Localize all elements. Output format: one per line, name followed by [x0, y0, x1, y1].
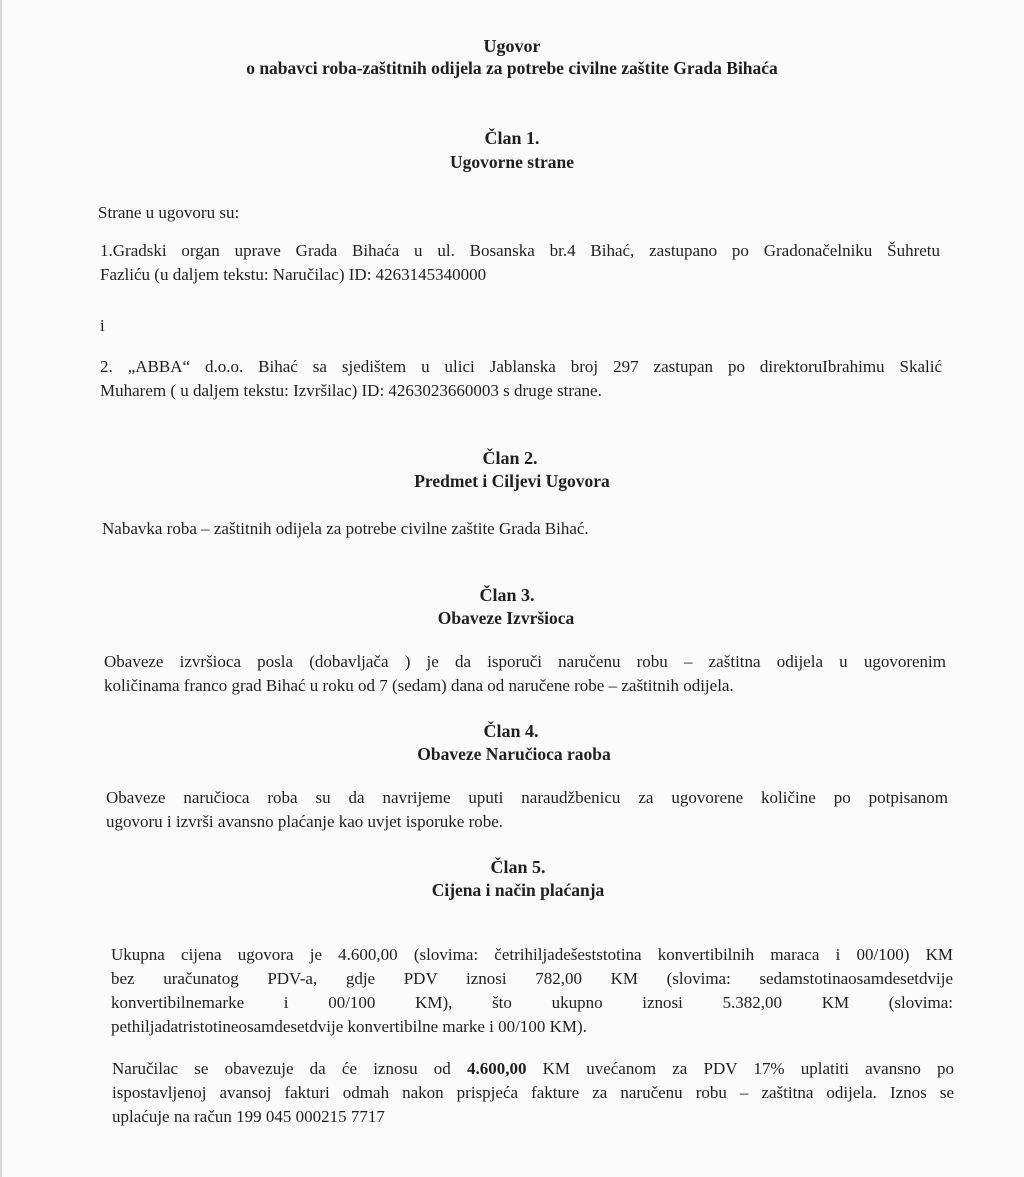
clan2-heading: Predmet i Ciljevi Ugovora [414, 471, 610, 491]
clan3-text [104, 650, 946, 698]
clan3-heading: Obaveze Izvršioca [437, 608, 575, 628]
clan1-intro: Strane u ugovoru su: [98, 203, 240, 222]
clan3-number: Član 3. [479, 585, 535, 605]
clan3-line1: Obaveze izvršioca posla (dobavljača ) je da isporuči naručenu robu – zaštitna odijela u ugovorenim [104, 652, 946, 671]
clan5-number: Član 5. [490, 857, 546, 877]
pay-amount: 4.600,00 [466, 1059, 527, 1078]
party2-line2: Muharem ( u daljem tekstu: Izvršilac) ID: 4263023660003 s druge strane. [100, 381, 602, 400]
clan1-party1 [100, 239, 940, 287]
price-line3: konvertibilnemarke i 00/100 KM), što ukupno iznosi 5.382,00 KM (slovima: [111, 993, 953, 1012]
party1-line2: Fazliću (u daljem tekstu: Naručilac) ID: 4263145340000 [100, 265, 487, 284]
clan5-heading: Cijena i način plaćanja [431, 880, 605, 900]
clan1-party2 [100, 355, 942, 403]
price-line4: pethiljadatristotineosamdesetdvije konvertibilne marke i 00/100 KM). [111, 1017, 587, 1036]
clan4-line2: ugovoru i izvrši avansno plaćanje kao uvjet isporuke robe. [106, 812, 504, 831]
clan4-number: Član 4. [483, 721, 539, 741]
clan5-payment [112, 1057, 954, 1129]
pay-line1 [112, 1057, 954, 1081]
clan3-line2: količinama franco grad Bihać u roku od 7 (sedam) dana od naručene robe – zaštitnih odijela. [104, 676, 734, 695]
clan4-text [106, 786, 948, 834]
pay-line1-pre: Naručilac se obavezuje da će iznosu od [112, 1059, 467, 1078]
clan1-conjunction: i [100, 316, 105, 335]
pay-line2: ispostavljenoj avansoj fakturi odmah nakon prispjeća fakture za naručenu robu – zaštitna odijela. Iznos se [112, 1083, 954, 1102]
document-subtitle: o nabavci roba-zaštitnih odijela za potrebe civilne zaštite Grada Bihaća [246, 58, 778, 78]
party1-line1: 1.Gradski organ uprave Grada Bihaća u ul. Bosanska br.4 Bihać, zastupano po Gradonačelniku Šuhretu [100, 241, 940, 260]
clan4-line1: Obaveze naručioca roba su da navrijeme uputi naraudžbenicu za ugovorene količine po potpisanom [106, 788, 948, 807]
document-title: Ugovor [483, 36, 541, 56]
price-line2: bez uračunatog PDV-a, gdje PDV iznosi 782,00 KM (slovima: sedamstotinaosamdesetdvije [111, 969, 953, 988]
pay-line3: uplaćuje na račun 199 045 000215 7717 [112, 1107, 385, 1126]
clan1-number: Član 1. [484, 128, 540, 148]
clan4-heading: Obaveze Naručioca raoba [417, 744, 611, 764]
clan1-heading: Ugovorne strane [450, 152, 574, 172]
party2-line1: 2. „ABBA“ d.o.o. Bihać sa sjedištem u ulici Jablanska broj 297 zastupan po direktoruIbrahimu Skalić [100, 357, 942, 376]
pay-line1-post: KM uvećanom za PDV 17% uplatiti avansno po [526, 1059, 955, 1078]
price-line1: Ukupna cijena ugovora je 4.600,00 (slovima: četrihiljadešeststotina konvertibilnih maraca i 00/100) KM [111, 945, 953, 964]
clan5-price [111, 943, 953, 1039]
clan2-number: Član 2. [482, 448, 538, 468]
clan2-text: Nabavka roba – zaštitnih odijela za potrebe civilne zaštite Grada Bihać. [102, 519, 589, 538]
